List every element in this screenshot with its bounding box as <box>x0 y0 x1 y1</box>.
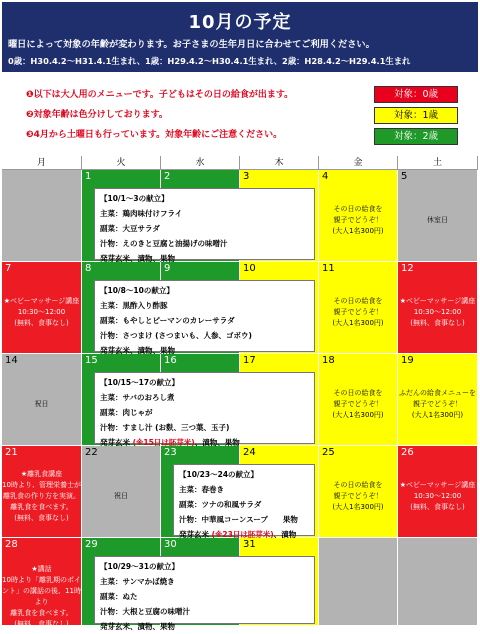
calendar-day-cell <box>2 538 82 626</box>
cell-note-line: ★ベビーマッサージ講座 <box>399 296 476 305</box>
menu-text: 副菜：ぬた <box>100 592 138 601</box>
cell-note-line: 離乳食の作り方を実演。 <box>3 491 80 500</box>
day-number: 5 <box>401 171 408 182</box>
cell-note-line: (無料、食事なし) <box>410 502 465 511</box>
cell-note <box>398 480 477 513</box>
lunch-menu-box <box>94 372 315 447</box>
day-header: 金 <box>319 156 398 170</box>
day-number: 2 <box>164 171 171 182</box>
cell-note-line: その日の給食を <box>333 480 383 489</box>
legend-age-0: 対象：0歳 <box>374 86 458 103</box>
day-number: 24 <box>243 447 256 458</box>
day-number: 25 <box>322 447 335 458</box>
age-info-text: 曜日によって対象の年齢が変わります。お子さまの生年月日に合わせてご利用ください。 <box>8 39 375 50</box>
day-header: 火 <box>82 156 161 170</box>
cell-note-line: 離乳食を食べます。 <box>10 502 73 511</box>
cell-note <box>82 491 160 502</box>
day-number: 19 <box>401 355 414 366</box>
notes-list <box>26 85 366 145</box>
cell-note <box>2 564 81 630</box>
menu-text: 、漬物、果物 <box>194 438 240 447</box>
day-number: 9 <box>164 263 171 274</box>
menu-line <box>179 527 309 542</box>
cell-note-line: その日の給食を <box>333 296 383 305</box>
menu-text: 主菜：サバのおろし煮 <box>100 393 175 402</box>
legend-age-2: 対象：2歳 <box>374 128 458 145</box>
cell-note <box>398 388 477 421</box>
day-number: 11 <box>322 263 335 274</box>
calendar-day-cell <box>398 170 478 262</box>
lunch-menu-box <box>173 464 315 539</box>
menu-line <box>100 375 309 390</box>
day-number: 17 <box>243 355 256 366</box>
cell-note-line: (大人1名300円) <box>332 226 384 235</box>
cell-note-line: その日の給食を <box>333 388 383 397</box>
lunch-menu-box <box>94 556 315 631</box>
lunch-menu-box <box>94 188 315 263</box>
menu-line <box>100 313 309 328</box>
calendar-day-cell <box>319 170 398 262</box>
day-header: 水 <box>161 156 240 170</box>
birthdate-ranges-text: 0歳：H30.4.2〜H31.4.1生まれ、1歳：H29.4.2〜H30.4.1生まれ、2歳：H28.4.2〜H29.4.1生まれ <box>8 56 411 66</box>
day-number: 8 <box>85 263 92 274</box>
cell-note <box>2 469 81 524</box>
legend-age-1: 対象：1歳 <box>374 107 458 124</box>
calendar-day-cell <box>319 354 398 446</box>
calendar-day-cell <box>2 354 82 446</box>
menu-text: 【10/29〜31の献立】 <box>100 562 180 571</box>
lunch-menu-box <box>94 280 315 355</box>
day-number: 23 <box>164 447 177 458</box>
day-number: 10 <box>243 263 256 274</box>
menu-text: 汁物：すまし汁 (お麩、三つ葉、玉子) <box>100 423 230 432</box>
note-item: ❸4月から土曜日も行っています。対象年齢にご注意ください。 <box>26 130 283 140</box>
menu-text: 副菜：ツナの和風サラダ <box>179 500 262 509</box>
cell-note <box>319 480 397 513</box>
menu-line <box>100 589 309 604</box>
cell-note-line: 親子でどうぞ！ <box>413 399 462 408</box>
menu-text: 発芽玄米、漬物、果物 <box>100 254 175 263</box>
day-header-strip <box>398 538 477 554</box>
day-number: 16 <box>164 355 177 366</box>
menu-line <box>100 390 309 405</box>
day-number: 28 <box>5 539 18 550</box>
menu-line <box>179 497 309 512</box>
menu-line <box>100 206 309 221</box>
day-number: 22 <box>85 447 98 458</box>
calendar-day-cell <box>82 446 161 538</box>
cell-note-line: 祝日 <box>34 399 49 408</box>
calendar-day-cell <box>398 538 478 626</box>
day-header: 土 <box>398 156 478 170</box>
cell-note-line: 休室日 <box>427 215 448 224</box>
menu-line <box>100 435 309 450</box>
day-header: 木 <box>240 156 319 170</box>
menu-text: 【10/1〜3の献立】 <box>100 194 169 203</box>
menu-line <box>100 619 309 634</box>
menu-text: 主菜：サンマかば焼き <box>100 577 175 586</box>
cell-note-line: 10時より「離乳期のポイント」の講話の後、11時より <box>2 576 81 606</box>
cell-note-line: (大人1名300円) <box>332 318 384 327</box>
cell-note-line: 親子でどうぞ！ <box>333 491 383 500</box>
menu-text: 発芽玄米、漬物、果物 <box>100 346 175 355</box>
cell-note <box>398 215 477 226</box>
calendar-day-cell <box>2 262 82 354</box>
day-number: 3 <box>243 171 250 182</box>
cell-note-line: 親子でどうぞ！ <box>333 215 383 224</box>
cell-note-line: (無料、食事なし) <box>14 318 69 327</box>
day-number: 26 <box>401 447 414 458</box>
cell-note-line: (大人1名300円) <box>332 410 384 419</box>
cell-note-line: (無料、食事なし) <box>14 620 69 628</box>
day-header-strip <box>161 170 239 186</box>
menu-text: 副菜：肉じゃが <box>100 408 153 417</box>
menu-text: (※15日は胚芽米) <box>132 438 195 447</box>
menu-text: 汁物：大根と豆腐の味噌汁 <box>100 607 190 616</box>
day-number: 18 <box>322 355 335 366</box>
day-header-strip <box>240 170 318 186</box>
cell-note-line: 10:30〜12:00 <box>413 307 462 316</box>
cell-note-line: ★離乳食講座 <box>20 469 63 478</box>
menu-line <box>179 482 309 497</box>
day-number: 12 <box>401 263 414 274</box>
day-number: 21 <box>5 447 18 458</box>
cell-note-line: 10時より、管理栄養士が <box>2 480 81 489</box>
cell-note-line: 離乳食を食べます。 <box>10 609 73 617</box>
menu-text: 【10/23〜24の献立】 <box>179 470 259 479</box>
menu-text: 副菜：もやしとピーマンのカレーサラダ <box>100 316 235 325</box>
cell-note-line: ふだんの給食メニューを <box>399 388 476 397</box>
calendar-day-cell <box>398 354 478 446</box>
day-number: 14 <box>5 355 18 366</box>
menu-line <box>100 405 309 420</box>
menu-text: 主菜：黒酢入り酢豚 <box>100 301 168 310</box>
menu-line <box>179 467 309 482</box>
day-number: 7 <box>5 263 12 274</box>
menu-text: 発芽玄米、漬物、果物 <box>100 622 175 631</box>
cell-note-line: 10:30〜12:00 <box>17 307 66 316</box>
menu-text: 、漬物 <box>273 530 297 539</box>
cell-note-line: 親子でどうぞ！ <box>333 399 383 408</box>
menu-line <box>100 574 309 589</box>
calendar-day-cell <box>319 262 398 354</box>
note-item: ❷対象年齢は色分けしております。 <box>26 110 168 120</box>
cell-note-line: (大人1名300円) <box>332 502 384 511</box>
menu-line <box>100 236 309 251</box>
header-banner <box>2 2 478 72</box>
day-number: 4 <box>322 171 329 182</box>
cell-note <box>398 296 477 329</box>
menu-line <box>179 512 309 527</box>
menu-line <box>100 604 309 619</box>
cell-note <box>319 296 397 329</box>
cell-note <box>2 399 81 410</box>
cell-note-line: (無料、食事なし) <box>410 318 465 327</box>
cell-note <box>319 204 397 237</box>
cell-note-line: (大人1名300円) <box>411 410 464 419</box>
menu-text: 汁物：えのきと豆腐と油揚げの味噌汁 <box>100 239 228 248</box>
calendar-day-cell <box>398 262 478 354</box>
cell-note <box>2 296 81 329</box>
calendar-grid <box>2 156 478 631</box>
menu-text: 汁物：さつまけ (さつまいも、人参、ゴボウ) <box>100 331 252 340</box>
cell-note-line: 10:30〜12:00 <box>413 491 462 500</box>
calendar-day-cell <box>319 446 398 538</box>
cell-note-line: (無料、食事なし) <box>14 513 69 522</box>
day-header-strip <box>319 170 397 186</box>
day-number: 29 <box>85 539 98 550</box>
menu-text: 主菜：春巻き <box>179 485 224 494</box>
day-number: 31 <box>243 539 256 550</box>
day-number: 30 <box>164 539 177 550</box>
menu-text: 発芽玄米 <box>100 438 133 447</box>
menu-text: 主菜：鶏肉味付けフライ <box>100 209 183 218</box>
menu-text: (※23日は胚芽米) <box>211 530 274 539</box>
menu-line <box>100 283 309 298</box>
cell-note-line: ★ベビーマッサージ講座 <box>3 296 80 305</box>
menu-line <box>100 343 309 358</box>
day-number: 1 <box>85 171 92 182</box>
day-header-strip <box>319 538 397 554</box>
cell-note <box>319 388 397 421</box>
menu-line <box>100 559 309 574</box>
calendar-day-cell <box>2 170 82 262</box>
menu-line <box>100 328 309 343</box>
day-header-strip <box>82 170 160 186</box>
menu-text: 汁物：中華風コーンスープ 果物 <box>179 515 298 524</box>
cell-note-line: ★講話 <box>31 565 52 573</box>
calendar-day-cell <box>398 446 478 538</box>
cell-note-line: ★ベビーマッサージ講座 <box>399 480 476 489</box>
day-header-strip <box>2 170 81 186</box>
menu-text: 副菜：大豆サラダ <box>100 224 160 233</box>
day-header-strip <box>2 262 81 278</box>
cell-note-line: 祝日 <box>114 491 128 500</box>
page-title: 10月の予定 <box>188 12 292 33</box>
calendar-day-cell <box>319 538 398 626</box>
menu-text: 【10/15〜17の献立】 <box>100 378 180 387</box>
menu-text: 【10/8〜10の献立】 <box>100 286 174 295</box>
menu-line <box>100 420 309 435</box>
menu-text: 発芽玄米 <box>179 530 212 539</box>
calendar-day-cell <box>2 446 82 538</box>
menu-line <box>100 191 309 206</box>
cell-note-line: その日の給食を <box>333 204 383 213</box>
cell-note-line: 親子でどうぞ！ <box>333 307 383 316</box>
menu-line <box>100 298 309 313</box>
day-header-strip <box>398 170 477 186</box>
menu-line <box>100 221 309 236</box>
day-header: 月 <box>2 156 82 170</box>
menu-line <box>100 251 309 266</box>
note-item: ❶以下は大人用のメニューです。子どもはその日の給食が出ます。 <box>26 90 294 100</box>
day-number: 15 <box>85 355 98 366</box>
